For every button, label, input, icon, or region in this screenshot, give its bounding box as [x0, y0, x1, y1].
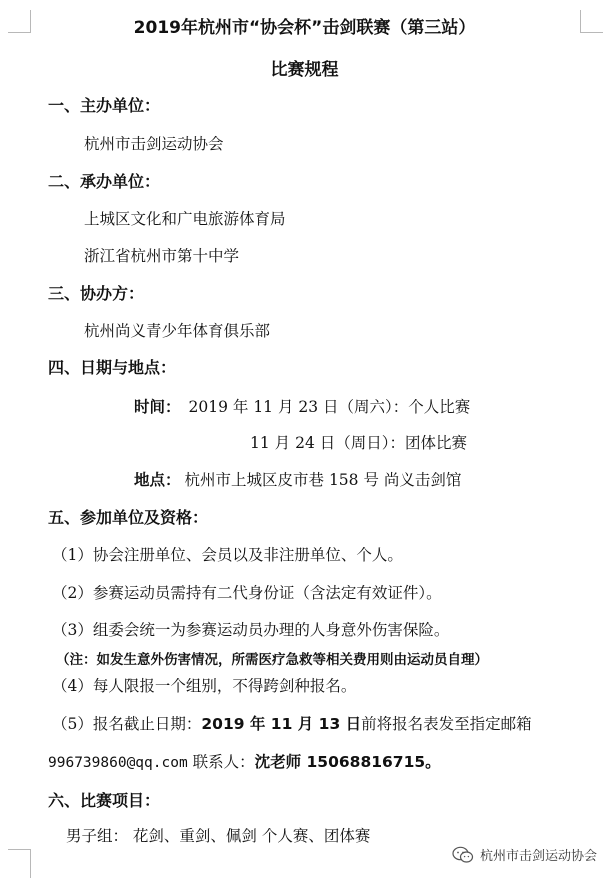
- document-title: 2019年杭州市“协会杯”击剑联赛（第三站）: [133, 18, 476, 38]
- deadline-date: 2019 年 11 月 13 日: [201, 715, 362, 733]
- time-row: [134, 397, 470, 417]
- eligibility-item: （4）每人限报一个组别，不得跨剑种报名。: [52, 677, 357, 695]
- registration-email: 996739860@qq.com: [48, 755, 188, 771]
- host-item: 上城区文化和广电旅游体育局: [84, 210, 286, 228]
- section-heading-events: 六、比赛项目：: [48, 791, 161, 810]
- time-value-day1: 2019 年 11 月 23 日（周六）：个人比赛: [188, 398, 471, 416]
- section-heading-organizer: 一、主办单位：: [48, 96, 161, 115]
- time-label: 时间：: [134, 398, 181, 416]
- organizer-item: 杭州市击剑运动协会: [84, 135, 224, 153]
- deadline-prefix: （5）报名截止日期：: [52, 715, 202, 733]
- contact-value: 沈老师 15068816715。: [254, 753, 441, 771]
- eligibility-item: （1）协会注册单位、会员以及非注册单位、个人。: [52, 546, 403, 564]
- registration-deadline-row: [52, 714, 532, 734]
- section-heading-co-organizer: 三、协办方：: [48, 284, 145, 303]
- section-heading-eligibility: 五、参加单位及资格：: [48, 508, 209, 527]
- host-item: 浙江省杭州市第十中学: [84, 247, 240, 265]
- wechat-icon: [452, 846, 474, 864]
- contact-row: [48, 752, 441, 773]
- section-heading-host: 二、承办单位：: [48, 172, 161, 191]
- place-value: 杭州市上城区皮市巷 158 号 尚义击剑馆: [184, 471, 462, 489]
- eligibility-item: （2）参赛运动员需持有二代身份证（含法定有效证件）。: [52, 584, 442, 602]
- eligibility-item: （3）组委会统一为参赛运动员办理的人身意外伤害保险。: [52, 621, 450, 639]
- page-corner-mark: [8, 849, 31, 878]
- men-events: 男子组： 花剑、重剑、佩剑 个人赛、团体赛: [66, 827, 371, 845]
- time-value-day2: 11 月 24 日（周日）：团体比赛: [250, 434, 467, 452]
- co-organizer-item: 杭州尚义青少年体育俱乐部: [84, 322, 271, 340]
- deadline-suffix: 前将报名表发至指定邮箱: [361, 715, 532, 733]
- section-heading-date-place: 四、日期与地点：: [48, 358, 177, 377]
- document-subtitle: 比赛规程: [270, 60, 339, 80]
- place-label: 地点：: [134, 471, 181, 489]
- insurance-note: （注：如发生意外伤害情况，所需医疗急救等相关费用则由运动员自理）: [56, 652, 488, 668]
- wechat-watermark: [452, 845, 597, 864]
- contact-label: 联系人：: [187, 753, 255, 771]
- watermark-text: 杭州市击剑运动协会: [479, 849, 597, 864]
- place-row: [134, 470, 461, 490]
